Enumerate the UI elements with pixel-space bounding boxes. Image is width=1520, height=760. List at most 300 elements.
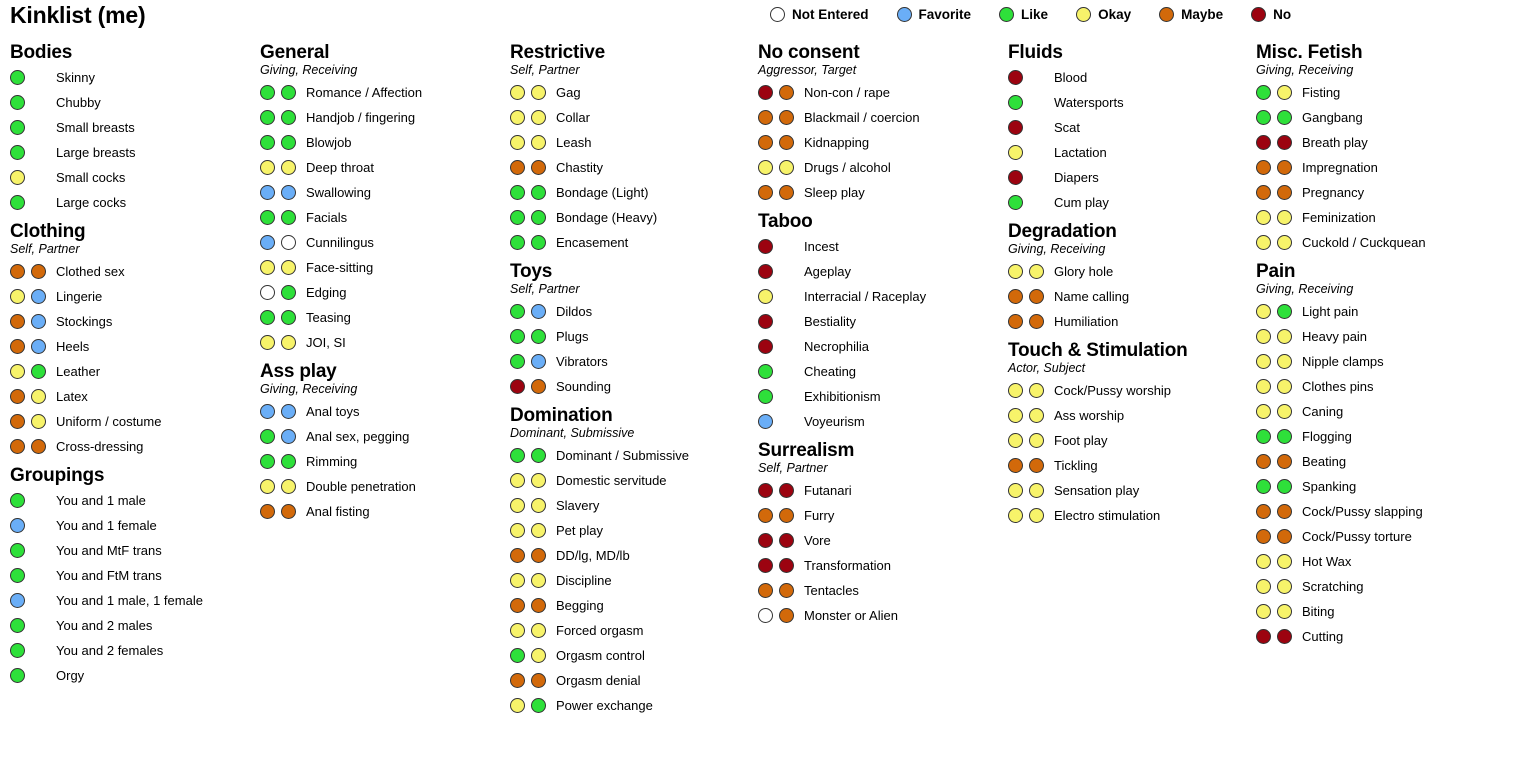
rating-dot-like-icon[interactable] xyxy=(510,304,525,319)
kink-row xyxy=(10,65,250,90)
rating-dot-not-entered-icon[interactable] xyxy=(281,235,296,250)
rating-dots xyxy=(10,264,56,279)
rating-dot-okay-icon[interactable] xyxy=(31,389,46,404)
rating-dot-maybe-icon[interactable] xyxy=(10,314,25,329)
rating-dot-like-icon[interactable] xyxy=(260,310,275,325)
rating-dot-okay-icon[interactable] xyxy=(1277,404,1292,419)
rating-dot-like-icon[interactable] xyxy=(281,285,296,300)
rating-dot-like-icon[interactable] xyxy=(510,354,525,369)
kink-label: Anal fisting xyxy=(306,504,370,519)
rating-dots xyxy=(1256,210,1302,225)
rating-dot-like-icon[interactable] xyxy=(281,110,296,125)
rating-dot-like-icon[interactable] xyxy=(10,643,25,658)
rating-dot-okay-icon[interactable] xyxy=(531,85,546,100)
rating-dot-like-icon[interactable] xyxy=(510,185,525,200)
rating-dot-okay-icon[interactable] xyxy=(10,364,25,379)
kink-label: Bondage (Heavy) xyxy=(556,210,658,225)
rating-dot-favorite-icon[interactable] xyxy=(10,518,25,533)
rating-dot-favorite-icon[interactable] xyxy=(260,235,275,250)
kink-category xyxy=(1256,42,1506,255)
rating-dots xyxy=(10,339,56,354)
rating-dot-okay-icon[interactable] xyxy=(1008,264,1023,279)
rating-dot-okay-icon[interactable] xyxy=(1256,404,1271,419)
category-subtitle: Giving, Receiving xyxy=(1008,242,1106,256)
rating-dot-favorite-icon[interactable] xyxy=(281,429,296,444)
kink-row xyxy=(758,234,998,259)
rating-dot-okay-icon[interactable] xyxy=(1277,85,1292,100)
rating-dot-no-icon[interactable] xyxy=(758,483,773,498)
rating-dot-maybe-icon[interactable] xyxy=(779,85,794,100)
rating-dot-favorite-icon[interactable] xyxy=(260,404,275,419)
rating-dot-maybe-icon[interactable] xyxy=(10,389,25,404)
rating-dot-like-icon[interactable] xyxy=(10,120,25,135)
rating-dot-favorite-icon[interactable] xyxy=(31,339,46,354)
rating-dot-like-icon[interactable] xyxy=(10,70,25,85)
rating-dot-like-icon[interactable] xyxy=(281,310,296,325)
rating-dot-maybe-icon[interactable] xyxy=(1008,289,1023,304)
rating-dot-okay-icon[interactable] xyxy=(281,160,296,175)
rating-dots xyxy=(1008,264,1054,279)
rating-dot-like-icon[interactable] xyxy=(281,454,296,469)
rating-dot-okay-icon[interactable] xyxy=(10,289,25,304)
rating-dot-okay-icon[interactable] xyxy=(758,160,773,175)
kink-row xyxy=(10,334,250,359)
kink-category xyxy=(758,211,998,434)
legend-item-label: Not Entered xyxy=(792,7,869,22)
kink-label: Cross-dressing xyxy=(56,439,144,454)
rating-dots xyxy=(758,558,804,573)
rating-dot-like-icon[interactable] xyxy=(260,429,275,444)
rating-dot-like-icon[interactable] xyxy=(1256,85,1271,100)
rating-dot-not-entered-icon[interactable] xyxy=(758,608,773,623)
rating-dots xyxy=(510,473,556,488)
rating-dots xyxy=(1256,579,1302,594)
kink-label: Teasing xyxy=(306,310,351,325)
kink-label: Anal sex, pegging xyxy=(306,429,410,444)
kink-row xyxy=(510,443,748,468)
kink-label: You and MtF trans xyxy=(56,543,162,558)
rating-dot-favorite-icon[interactable] xyxy=(31,314,46,329)
category-subtitle: Giving, Receiving xyxy=(260,382,358,396)
rating-dot-okay-icon[interactable] xyxy=(1008,408,1023,423)
rating-dot-okay-icon[interactable] xyxy=(260,335,275,350)
rating-dot-okay-icon[interactable] xyxy=(1277,554,1292,569)
rating-dots xyxy=(1256,235,1302,250)
rating-dot-like-icon[interactable] xyxy=(531,235,546,250)
rating-dot-favorite-icon[interactable] xyxy=(281,185,296,200)
rating-dot-okay-icon[interactable] xyxy=(531,648,546,663)
rating-dots xyxy=(10,170,56,185)
rating-dot-like-icon[interactable] xyxy=(10,195,25,210)
rating-dot-okay-icon[interactable] xyxy=(531,573,546,588)
rating-dots xyxy=(1256,110,1302,125)
legend-item-maybe xyxy=(1159,7,1223,22)
rating-dot-no-icon[interactable] xyxy=(779,533,794,548)
rating-dots xyxy=(1256,479,1302,494)
rating-dot-maybe-icon[interactable] xyxy=(531,673,546,688)
rating-dot-no-icon[interactable] xyxy=(1256,135,1271,150)
rating-dot-maybe-icon[interactable] xyxy=(510,673,525,688)
rating-dot-okay-icon[interactable] xyxy=(510,523,525,538)
rating-dot-maybe-icon[interactable] xyxy=(1256,160,1271,175)
legend-item-favorite xyxy=(897,7,972,22)
kink-label: Handjob / fingering xyxy=(306,110,416,125)
rating-dots xyxy=(758,314,804,329)
kink-row xyxy=(1256,205,1506,230)
rating-dot-okay-icon[interactable] xyxy=(1277,604,1292,619)
rating-dot-like-icon[interactable] xyxy=(260,135,275,150)
rating-dot-okay-icon[interactable] xyxy=(1256,304,1271,319)
kink-label: Cuckold / Cuckquean xyxy=(1302,235,1426,250)
rating-dot-okay-icon[interactable] xyxy=(260,479,275,494)
category-title: Fluids xyxy=(1008,42,1063,63)
kink-label: You and 2 males xyxy=(56,618,153,633)
kink-row xyxy=(510,180,748,205)
rating-dot-like-icon[interactable] xyxy=(531,210,546,225)
rating-dot-okay-icon[interactable] xyxy=(1256,579,1271,594)
kink-label: Blackmail / coercion xyxy=(804,110,920,125)
kink-row xyxy=(510,105,748,130)
rating-dot-maybe-icon[interactable] xyxy=(1277,504,1292,519)
rating-dot-no-icon[interactable] xyxy=(758,239,773,254)
rating-dot-maybe-icon[interactable] xyxy=(1008,458,1023,473)
rating-dot-maybe-icon[interactable] xyxy=(10,439,25,454)
rating-dot-like-icon[interactable] xyxy=(758,389,773,404)
rating-dot-no-icon[interactable] xyxy=(510,379,525,394)
rating-dot-okay-icon[interactable] xyxy=(260,260,275,275)
rating-dot-like-icon[interactable] xyxy=(260,454,275,469)
rating-dot-maybe-icon[interactable] xyxy=(531,598,546,613)
kink-row xyxy=(758,603,998,628)
rating-dot-maybe-icon[interactable] xyxy=(1256,185,1271,200)
rating-dot-favorite-icon[interactable] xyxy=(531,354,546,369)
rating-dot-like-icon[interactable] xyxy=(1277,304,1292,319)
rating-dot-like-icon[interactable] xyxy=(10,618,25,633)
rating-dot-okay-icon[interactable] xyxy=(531,473,546,488)
rating-dot-like-icon[interactable] xyxy=(1277,429,1292,444)
rating-dot-like-icon[interactable] xyxy=(510,648,525,663)
rating-dot-okay-icon[interactable] xyxy=(1256,354,1271,369)
rating-dot-okay-icon[interactable] xyxy=(510,698,525,713)
kink-row xyxy=(510,518,748,543)
rating-dot-maybe-icon[interactable] xyxy=(260,504,275,519)
rating-dot-no-icon[interactable] xyxy=(1008,70,1023,85)
rating-dot-okay-icon[interactable] xyxy=(510,573,525,588)
rating-dot-maybe-icon[interactable] xyxy=(758,508,773,523)
rating-dots xyxy=(758,110,804,125)
rating-dot-okay-icon[interactable] xyxy=(1029,383,1044,398)
kink-row xyxy=(510,593,748,618)
rating-dot-maybe-icon[interactable] xyxy=(531,379,546,394)
rating-dot-like-icon[interactable] xyxy=(1256,479,1271,494)
rating-dot-okay-icon[interactable] xyxy=(31,414,46,429)
rating-dots xyxy=(758,289,804,304)
rating-dot-maybe-icon[interactable] xyxy=(1256,504,1271,519)
rating-dot-maybe-icon[interactable] xyxy=(758,135,773,150)
rating-dot-like-icon[interactable] xyxy=(758,364,773,379)
rating-dot-like-icon[interactable] xyxy=(510,448,525,463)
rating-dot-maybe-icon[interactable] xyxy=(1029,314,1044,329)
rating-dots xyxy=(1008,508,1054,523)
rating-dot-maybe-icon[interactable] xyxy=(1277,454,1292,469)
rating-dot-okay-icon[interactable] xyxy=(510,498,525,513)
rating-dot-like-icon[interactable] xyxy=(1256,110,1271,125)
rating-dot-favorite-icon[interactable] xyxy=(531,304,546,319)
rating-dots xyxy=(10,195,56,210)
rating-dot-like-icon[interactable] xyxy=(260,110,275,125)
rating-dot-like-icon[interactable] xyxy=(1256,429,1271,444)
kink-row xyxy=(10,90,250,115)
kink-label: Skinny xyxy=(56,70,96,85)
rating-dot-okay-icon[interactable] xyxy=(281,335,296,350)
rating-dot-maybe-icon[interactable] xyxy=(779,508,794,523)
rating-dot-favorite-icon[interactable] xyxy=(758,414,773,429)
rating-dot-like-icon[interactable] xyxy=(531,448,546,463)
rating-dot-no-icon[interactable] xyxy=(1277,135,1292,150)
kink-row xyxy=(10,115,250,140)
rating-dot-maybe-icon[interactable] xyxy=(31,264,46,279)
rating-dot-like-icon[interactable] xyxy=(281,135,296,150)
rating-dot-okay-icon[interactable] xyxy=(1008,433,1023,448)
kink-label: Swallowing xyxy=(306,185,372,200)
rating-dots xyxy=(758,264,804,279)
rating-dot-okay-icon[interactable] xyxy=(1277,235,1292,250)
rating-dots xyxy=(260,454,306,469)
rating-dot-no-icon[interactable] xyxy=(1008,170,1023,185)
rating-dots xyxy=(510,523,556,538)
kink-row xyxy=(10,563,250,588)
rating-dot-like-icon[interactable] xyxy=(281,210,296,225)
rating-dot-no-icon[interactable] xyxy=(758,85,773,100)
rating-dot-maybe-icon[interactable] xyxy=(10,414,25,429)
rating-dot-no-icon[interactable] xyxy=(758,314,773,329)
rating-dot-like-icon[interactable] xyxy=(1008,195,1023,210)
rating-dot-like-icon[interactable] xyxy=(1277,110,1292,125)
rating-dots xyxy=(10,668,56,683)
rating-dots xyxy=(1008,408,1054,423)
rating-dot-okay-icon[interactable] xyxy=(1277,379,1292,394)
rating-dot-okay-icon[interactable] xyxy=(10,170,25,185)
rating-dot-like-icon[interactable] xyxy=(10,493,25,508)
kink-row xyxy=(1008,90,1246,115)
kink-row xyxy=(10,613,250,638)
rating-dot-okay-icon[interactable] xyxy=(1256,554,1271,569)
rating-dot-like-icon[interactable] xyxy=(531,185,546,200)
rating-dot-okay-icon[interactable] xyxy=(281,479,296,494)
rating-dot-no-icon[interactable] xyxy=(758,558,773,573)
kink-row xyxy=(758,180,998,205)
rating-dot-like-icon[interactable] xyxy=(10,543,25,558)
rating-dot-no-icon[interactable] xyxy=(779,558,794,573)
rating-dot-okay-icon[interactable] xyxy=(1029,433,1044,448)
rating-dot-maybe-icon[interactable] xyxy=(1256,529,1271,544)
rating-dot-maybe-icon[interactable] xyxy=(1008,314,1023,329)
kink-row xyxy=(260,80,500,105)
rating-dot-okay-icon[interactable] xyxy=(510,110,525,125)
rating-dots xyxy=(758,339,804,354)
rating-dot-maybe-icon[interactable] xyxy=(1277,160,1292,175)
rating-dot-like-icon[interactable] xyxy=(1277,479,1292,494)
rating-dots xyxy=(510,329,556,344)
rating-dot-maybe-icon[interactable] xyxy=(758,583,773,598)
kink-row xyxy=(260,449,500,474)
kink-label: Monster or Alien xyxy=(804,608,898,623)
kink-label: Orgasm control xyxy=(556,648,645,663)
kink-row xyxy=(1008,65,1246,90)
kink-row xyxy=(10,434,250,459)
rating-dot-maybe-icon[interactable] xyxy=(779,110,794,125)
rating-dots xyxy=(260,135,306,150)
rating-dot-no-icon[interactable] xyxy=(1256,629,1271,644)
rating-dot-maybe-icon[interactable] xyxy=(758,185,773,200)
rating-dot-okay-icon[interactable] xyxy=(1029,408,1044,423)
rating-dots xyxy=(1256,329,1302,344)
rating-dot-like-icon[interactable] xyxy=(531,329,546,344)
rating-dot-like-icon[interactable] xyxy=(1008,95,1023,110)
rating-dot-okay-icon[interactable] xyxy=(531,498,546,513)
rating-dot-like-icon[interactable] xyxy=(10,668,25,683)
rating-dot-maybe-icon[interactable] xyxy=(1277,529,1292,544)
rating-dot-maybe-icon[interactable] xyxy=(1029,458,1044,473)
rating-dot-maybe-icon[interactable] xyxy=(10,264,25,279)
rating-dot-maybe-icon[interactable] xyxy=(531,160,546,175)
rating-dot-maybe-icon[interactable] xyxy=(531,548,546,563)
rating-dot-okay-icon[interactable] xyxy=(510,623,525,638)
rating-dot-okay-icon[interactable] xyxy=(1008,508,1023,523)
rating-legend xyxy=(770,7,1319,22)
rating-dot-maybe-icon[interactable] xyxy=(281,504,296,519)
kink-label: Stockings xyxy=(56,314,113,329)
rating-dot-no-icon[interactable] xyxy=(1008,120,1023,135)
kink-label: Begging xyxy=(556,598,604,613)
rating-dot-like-icon[interactable] xyxy=(260,85,275,100)
kink-label: Necrophilia xyxy=(804,339,870,354)
rating-dot-okay-icon[interactable] xyxy=(1029,264,1044,279)
rating-dot-okay-icon[interactable] xyxy=(1277,579,1292,594)
legend-item-label: Favorite xyxy=(918,7,972,22)
rating-dot-okay-icon[interactable] xyxy=(1008,483,1023,498)
rating-dot-okay-icon[interactable] xyxy=(1029,508,1044,523)
kink-row xyxy=(510,299,748,324)
kink-label: Small breasts xyxy=(56,120,135,135)
rating-dot-favorite-icon[interactable] xyxy=(31,289,46,304)
legend-item-okay xyxy=(1076,7,1131,22)
rating-dot-no-icon[interactable] xyxy=(758,533,773,548)
rating-dot-okay-icon[interactable] xyxy=(1256,379,1271,394)
kink-row xyxy=(10,190,250,215)
kink-label: Feminization xyxy=(1302,210,1376,225)
rating-dot-like-icon[interactable] xyxy=(281,85,296,100)
kink-label: Clothes pins xyxy=(1302,379,1374,394)
rating-dot-maybe-icon[interactable] xyxy=(779,135,794,150)
rating-dot-okay-icon[interactable] xyxy=(531,135,546,150)
rating-dot-maybe-icon[interactable] xyxy=(1256,454,1271,469)
rating-dot-like-icon[interactable] xyxy=(10,95,25,110)
rating-dot-okay-icon[interactable] xyxy=(531,110,546,125)
rating-dot-favorite-icon[interactable] xyxy=(260,185,275,200)
rating-dot-maybe-icon[interactable] xyxy=(758,110,773,125)
rating-dot-okay-icon[interactable] xyxy=(779,160,794,175)
rating-dot-maybe-icon[interactable] xyxy=(1029,289,1044,304)
kink-row xyxy=(10,488,250,513)
rating-dot-maybe-icon[interactable] xyxy=(779,185,794,200)
rating-dot-maybe-icon[interactable] xyxy=(31,439,46,454)
kink-label: Sounding xyxy=(556,379,611,394)
kink-label: Humiliation xyxy=(1054,314,1119,329)
rating-dot-okay-icon[interactable] xyxy=(758,289,773,304)
rating-dot-no-icon[interactable] xyxy=(779,483,794,498)
rating-dot-like-icon[interactable] xyxy=(260,210,275,225)
kink-label: Slavery xyxy=(556,498,600,513)
rating-dot-maybe-icon[interactable] xyxy=(779,583,794,598)
kink-label: Gag xyxy=(556,85,581,100)
kink-row xyxy=(1256,180,1506,205)
rating-dots xyxy=(10,289,56,304)
rating-dot-okay-icon[interactable] xyxy=(1256,329,1271,344)
rating-dot-maybe-icon[interactable] xyxy=(779,608,794,623)
rating-dot-okay-icon[interactable] xyxy=(1256,210,1271,225)
rating-dot-okay-icon[interactable] xyxy=(531,623,546,638)
rating-dot-like-icon[interactable] xyxy=(510,235,525,250)
rating-dot-okay-icon[interactable] xyxy=(260,160,275,175)
rating-dot-favorite-icon[interactable] xyxy=(281,404,296,419)
kink-row xyxy=(260,474,500,499)
rating-dot-maybe-icon[interactable] xyxy=(10,339,25,354)
rating-dot-okay-icon[interactable] xyxy=(1008,145,1023,160)
rating-dot-okay-icon[interactable] xyxy=(510,135,525,150)
rating-dots xyxy=(510,185,556,200)
rating-dots xyxy=(758,483,804,498)
rating-dot-maybe-icon[interactable] xyxy=(510,598,525,613)
kink-label: Pregnancy xyxy=(1302,185,1365,200)
rating-dot-okay-icon[interactable] xyxy=(1277,210,1292,225)
rating-dot-okay-icon[interactable] xyxy=(1008,383,1023,398)
rating-dot-no-icon[interactable] xyxy=(758,339,773,354)
rating-dot-okay-icon[interactable] xyxy=(1256,235,1271,250)
category-title: Taboo xyxy=(758,211,813,232)
kink-label: You and 1 male, 1 female xyxy=(56,593,203,608)
rating-dot-like-icon[interactable] xyxy=(31,364,46,379)
category-title: Touch & Stimulation xyxy=(1008,340,1188,361)
rating-dot-favorite-icon[interactable] xyxy=(10,593,25,608)
category-title: Bodies xyxy=(10,42,73,63)
rating-dot-maybe-icon[interactable] xyxy=(510,548,525,563)
kink-category xyxy=(260,361,500,524)
kink-row xyxy=(260,255,500,280)
rating-dot-okay-icon[interactable] xyxy=(281,260,296,275)
rating-dot-no-icon[interactable] xyxy=(1277,629,1292,644)
rating-dot-okay-icon[interactable] xyxy=(510,85,525,100)
rating-dot-like-icon[interactable] xyxy=(10,568,25,583)
kink-label: Foot play xyxy=(1054,433,1108,448)
rating-dot-like-icon[interactable] xyxy=(510,210,525,225)
rating-dot-okay-icon[interactable] xyxy=(510,473,525,488)
rating-dot-no-icon[interactable] xyxy=(758,264,773,279)
rating-dot-maybe-icon[interactable] xyxy=(510,160,525,175)
rating-dot-okay-icon[interactable] xyxy=(1029,483,1044,498)
rating-dot-like-icon[interactable] xyxy=(531,698,546,713)
category-title: Pain xyxy=(1256,261,1296,282)
kink-label: Flogging xyxy=(1302,429,1352,444)
rating-dot-like-icon[interactable] xyxy=(10,145,25,160)
rating-dot-okay-icon[interactable] xyxy=(1277,329,1292,344)
rating-dot-not-entered-icon[interactable] xyxy=(260,285,275,300)
rating-dot-like-icon[interactable] xyxy=(510,329,525,344)
rating-dot-maybe-icon[interactable] xyxy=(1277,185,1292,200)
rating-dot-okay-icon[interactable] xyxy=(1256,604,1271,619)
rating-dot-okay-icon[interactable] xyxy=(531,523,546,538)
rating-dot-okay-icon[interactable] xyxy=(1277,354,1292,369)
